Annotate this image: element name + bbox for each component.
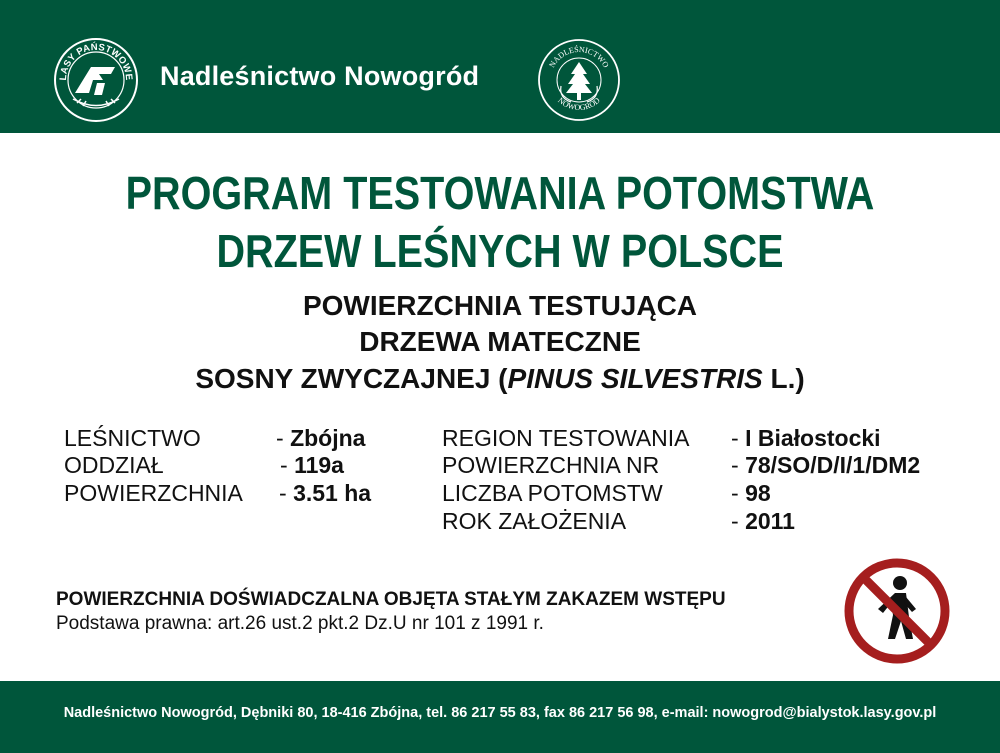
detail-label: LEŚNICTWO: [64, 425, 201, 451]
org-name: Nadleśnictwo Nowogród: [160, 61, 480, 91]
nadlesnictwo-emblem: [537, 38, 621, 122]
detail-value: - Zbójna: [276, 425, 366, 451]
footer-contact: Nadleśnictwo Nowogród, Dębniki 80, 18-416 Zbójna, tel. 86 217 55 83, fax 86 217 56 98, e-mail: nowogrod@bialystok.lasy.gov.pl: [63, 705, 937, 721]
subtitle-line-3: SOSNY ZWYCZAJNEJ (PINUS SILVESTRIS L.): [195, 363, 805, 394]
legal-basis: Podstawa prawna: art.26 ust.2 pkt.2 Dz.U nr 101 z 1991 r.: [56, 613, 544, 634]
header-band: [0, 0, 1000, 133]
subtitle-line-2: DRZEWA MATECZNE: [359, 326, 641, 357]
detail-value: - 98: [731, 480, 771, 506]
detail-value: - 3.51 ha: [279, 480, 372, 506]
entry-prohibition-notice: POWIERZCHNIA DOŚWIADCZALNA OBJĘTA STAŁYM ZAKAZEM WSTĘPU: [56, 589, 726, 610]
detail-value: - 78/SO/D/I/1/DM2: [731, 452, 921, 478]
no-entry-pedestrian-icon: [843, 557, 951, 665]
main-title-line-1: PROGRAM TESTOWANIA POTOMSTWA: [125, 167, 875, 219]
svg-text:NOWOGRÓD: NOWOGRÓD: [556, 95, 602, 113]
detail-label: REGION TESTOWANIA: [442, 425, 690, 451]
detail-label: POWIERZCHNIA: [64, 480, 243, 506]
detail-value: - I Białostocki: [731, 425, 881, 451]
detail-label: LICZBA POTOMSTW: [442, 480, 663, 506]
species-latin-name: PINUS SILVESTRIS: [507, 363, 763, 394]
svg-text:LASY PAŃSTWOWE: LASY PAŃSTWOWE: [57, 41, 135, 81]
detail-value: - 2011: [731, 508, 795, 534]
svg-text:NADLEŚNICTWO: NADLEŚNICTWO: [547, 44, 611, 70]
detail-label: ROK ZAŁOŻENIA: [442, 508, 627, 534]
detail-label: ODDZIAŁ: [64, 452, 164, 478]
detail-value: - 119a: [280, 452, 344, 478]
detail-label: POWIERZCHNIA NR: [442, 452, 660, 478]
subtitle-line-1: POWIERZCHNIA TESTUJĄCA: [302, 290, 698, 321]
main-title-line-2: DRZEW LEŚNYCH W POLSCE: [216, 225, 784, 277]
lasy-panstwowe-logo: [53, 37, 139, 123]
